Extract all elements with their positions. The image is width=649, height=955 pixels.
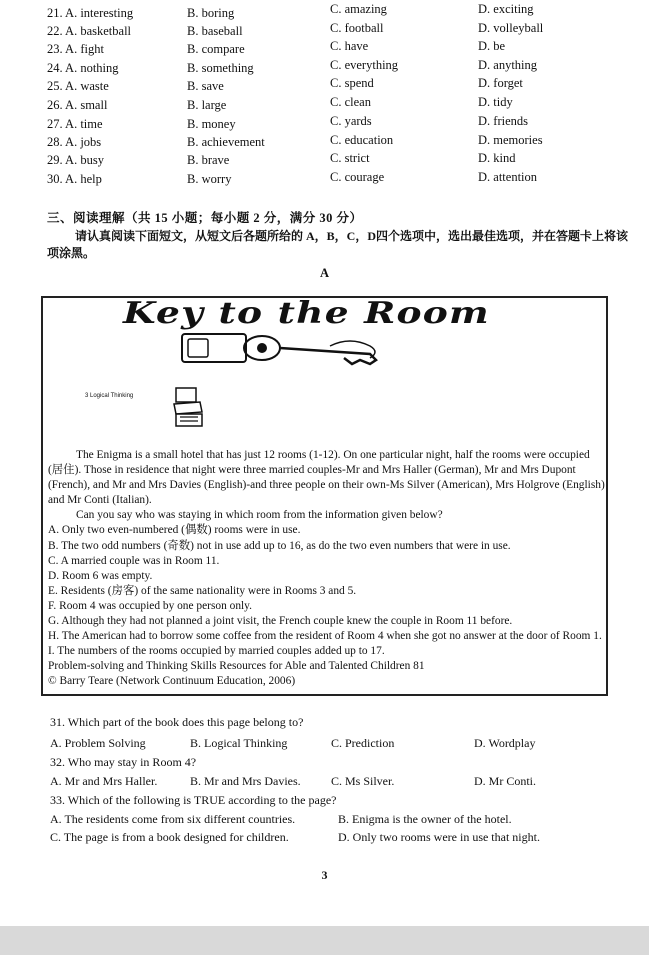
copyright: © Barry Teare (Network Continuum Education, 2006) bbox=[48, 675, 296, 688]
cloze-row bbox=[0, 2, 649, 24]
series-label: 3 Logical Thinking bbox=[85, 393, 134, 399]
box-title: Key to the Room bbox=[123, 296, 490, 331]
option-d: D. be bbox=[478, 39, 506, 53]
cloze-row bbox=[0, 39, 649, 60]
paragraph: Can you say who was staying in which room from the information given below? bbox=[76, 509, 443, 522]
option-a: 29. A. busy bbox=[47, 153, 104, 167]
answer-option[interactable]: C. Ms Silver. bbox=[331, 774, 395, 788]
option-a: 21. A. interesting bbox=[47, 6, 134, 20]
cloze-row bbox=[0, 58, 649, 79]
answer-option[interactable]: A. Mr and Mrs Haller. bbox=[50, 774, 158, 788]
answer-option[interactable]: B. Enigma is the owner of the hotel. bbox=[338, 812, 512, 826]
clue: C. A married couple was in Room 11. bbox=[48, 554, 220, 567]
book-icon bbox=[170, 386, 210, 428]
cloze-row bbox=[0, 135, 649, 153]
option-c: C. clean bbox=[330, 95, 371, 109]
answer-option[interactable]: D. Only two rooms were in use that night. bbox=[338, 830, 540, 844]
option-a: 27. A. time bbox=[47, 117, 103, 131]
option-c: C. courage bbox=[330, 170, 385, 184]
option-c: C. football bbox=[330, 21, 384, 35]
clue: H. The American had to borrow some coffee from the resident of Room 4 when she got no answer at the door of Room 1. bbox=[48, 630, 602, 643]
clue: I. The numbers of the rooms occupied by married couples added up to 17. bbox=[48, 645, 385, 658]
answer-option[interactable]: D. Wordplay bbox=[474, 736, 536, 750]
option-d: D. forget bbox=[478, 76, 523, 90]
option-b: B. achievement bbox=[187, 135, 265, 149]
option-a: 30. A. help bbox=[47, 172, 102, 186]
cloze-row bbox=[0, 95, 649, 116]
clue: D. Room 6 was empty. bbox=[48, 569, 153, 582]
answer-option[interactable]: C. Prediction bbox=[331, 736, 395, 750]
option-d: D. attention bbox=[478, 170, 538, 184]
option-b: B. save bbox=[187, 79, 224, 93]
option-c: C. spend bbox=[330, 76, 374, 90]
option-b: B. worry bbox=[187, 172, 232, 186]
option-a: 23. A. fight bbox=[47, 42, 104, 56]
option-d: D. friends bbox=[478, 114, 528, 128]
answer-option[interactable]: B. Logical Thinking bbox=[190, 736, 288, 750]
option-a: 24. A. nothing bbox=[47, 61, 119, 75]
option-d: D. tidy bbox=[478, 95, 513, 109]
cloze-row bbox=[0, 172, 649, 190]
clue: B. The two odd numbers (奇数) not in use add up to 16, as do the two even numbers that were in use. bbox=[48, 539, 511, 552]
question-stem: 32. Who may stay in Room 4? bbox=[50, 755, 197, 769]
clue: A. Only two even-numbered (偶数) rooms were in use. bbox=[48, 524, 301, 537]
option-d: D. kind bbox=[478, 151, 516, 165]
question-stem: 33. Which of the following is TRUE according to the page? bbox=[50, 793, 337, 807]
clue: F. Room 4 was occupied by one person only. bbox=[48, 599, 252, 612]
option-c: C. strict bbox=[330, 151, 370, 165]
key-icon bbox=[180, 330, 410, 370]
option-b: B. something bbox=[187, 61, 254, 75]
puzzle-box bbox=[41, 296, 608, 696]
section-title: 三、阅读理解（共 15 小题；每小题 2 分，满分 30 分） bbox=[47, 211, 363, 225]
option-d: D. exciting bbox=[478, 2, 534, 16]
option-b: B. baseball bbox=[187, 24, 243, 38]
cloze-row bbox=[0, 76, 649, 97]
answer-option[interactable]: A. Problem Solving bbox=[50, 736, 146, 750]
bottom-margin-strip bbox=[0, 926, 649, 955]
option-c: C. amazing bbox=[330, 2, 387, 16]
option-d: D. volleyball bbox=[478, 21, 544, 35]
option-c: C. yards bbox=[330, 114, 372, 128]
option-b: B. money bbox=[187, 117, 236, 131]
answer-option[interactable]: C. The page is from a book designed for children. bbox=[50, 830, 289, 844]
option-b: B. large bbox=[187, 98, 227, 112]
option-c: C. education bbox=[330, 133, 394, 147]
option-a: 28. A. jobs bbox=[47, 135, 102, 149]
page-number: 3 bbox=[321, 868, 328, 882]
option-a: 26. A. small bbox=[47, 98, 108, 112]
cloze-row bbox=[0, 114, 649, 135]
answer-option[interactable]: D. Mr Conti. bbox=[474, 774, 537, 788]
passage-label: A bbox=[319, 266, 330, 280]
option-a: 25. A. waste bbox=[47, 79, 109, 93]
box-text bbox=[48, 448, 605, 690]
section-instructions: 请认真阅读下面短文，从短文后各题所给的 A，B，C，D四个选项中，选出最佳选项，并在答题卡上将该项涂黑。 bbox=[47, 229, 629, 260]
source-line: Problem-solving and Thinking Skills Resources for Able and Talented Children 81 bbox=[48, 660, 425, 673]
option-b: B. brave bbox=[187, 153, 230, 167]
option-d: D. anything bbox=[478, 58, 538, 72]
question-stem: 31. Which part of the book does this page belong to? bbox=[50, 715, 304, 729]
paragraph: The Enigma is a small hotel that has just 12 rooms (1-12). On one particular night, half the rooms were occupied (居住). Those in residence that night were three married couples-Mr and Mrs Haller (German), Mr and Mrs Dupont (French), and Mr and Mrs Davies (English)-and three people on their own-Ms Silver (American), Mrs Holgrove (English) and Mr Conti (Italian). bbox=[48, 449, 605, 507]
option-d: D. memories bbox=[478, 133, 543, 147]
answer-option[interactable]: A. The residents come from six different countries. bbox=[50, 812, 296, 826]
clue: G. Although they had not planned a joint visit, the French couple knew the couple in Room 11 before. bbox=[48, 615, 513, 628]
cloze-row bbox=[0, 153, 649, 171]
option-a: 22. A. basketball bbox=[47, 24, 132, 38]
option-c: C. everything bbox=[330, 58, 399, 72]
option-b: B. compare bbox=[187, 42, 245, 56]
option-c: C. have bbox=[330, 39, 369, 53]
option-b: B. boring bbox=[187, 6, 235, 20]
answer-option[interactable]: B. Mr and Mrs Davies. bbox=[190, 774, 301, 788]
clue: E. Residents (房客) of the same nationality were in Rooms 3 and 5. bbox=[48, 584, 357, 597]
cloze-row bbox=[0, 21, 649, 42]
